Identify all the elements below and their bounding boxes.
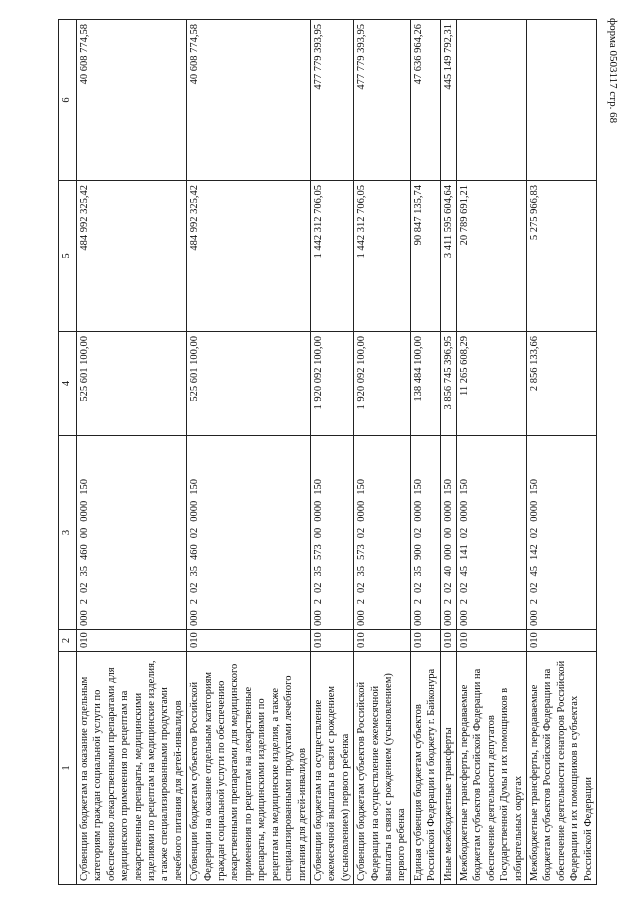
unexecuted-amount-cell: 445 149 792,31 [440, 20, 456, 181]
revenue-classification-code-cell [310, 436, 353, 630]
line-code-cell: 010 [440, 630, 456, 652]
code-segment: 150 [412, 479, 424, 495]
table-row [456, 20, 526, 885]
code-segment: 150 [79, 479, 90, 495]
code-segment: 00 [312, 527, 324, 539]
table-row [410, 20, 440, 885]
code-segment: 2 [356, 599, 368, 605]
revenue-classification-code-cell [187, 436, 311, 630]
unexecuted-amount-cell: 40 608 774,58 [77, 20, 187, 181]
code-segment: 45 [529, 566, 540, 577]
column-header: 1 [59, 652, 77, 885]
code-segment: 00 [79, 527, 90, 539]
revenue-classification-code-cell [354, 436, 411, 630]
code-segment: 35 [79, 566, 90, 577]
code-segment: 02 [79, 582, 90, 593]
executed-amount-cell: 5 275 966,83 [527, 181, 597, 332]
executed-amount-cell: 20 789 691,21 [456, 181, 526, 332]
code-segment: 02 [312, 582, 324, 593]
code-segment: 573 [356, 544, 368, 560]
line-code-cell: 010 [310, 630, 353, 652]
code-segment: 2 [412, 599, 424, 605]
code-segment: 000 [312, 610, 324, 626]
line-code-cell: 010 [410, 630, 440, 652]
code-segment: 2 [189, 599, 201, 605]
indicator-name-cell: Субвенции бюджетам на осуществление ежемесячной выплаты в связи с рождением (усыновлением) первого ребенка [310, 652, 353, 885]
code-segment: 35 [189, 566, 201, 577]
code-segment: 35 [412, 566, 424, 577]
code-segment: 000 [79, 610, 90, 626]
code-segment: 460 [79, 544, 90, 560]
executed-amount-cell: 1 442 312 706,05 [354, 181, 411, 332]
indicator-name-cell: Иные межбюджетные трансферты [440, 652, 456, 885]
code-segment: 150 [312, 479, 324, 495]
approved-amount-cell: 11 265 608,29 [456, 332, 526, 436]
revenue-classification-code-cell [410, 436, 440, 630]
code-segment: 45 [458, 566, 470, 577]
revenue-classification-code-cell [527, 436, 597, 630]
executed-amount-cell: 3 411 595 604,64 [440, 181, 456, 332]
code-segment: 000 [412, 610, 424, 626]
column-header: 5 [59, 181, 77, 332]
table-row [310, 20, 353, 885]
indicator-name-cell: Межбюджетные трансферты, передаваемые бюджетам субъектов Российской Федерации на обеспечение деятельности сенаторов Российской Федерации и их помощников в субъектах Российской Федерации [527, 652, 597, 885]
approved-amount-cell: 525 601 100,00 [77, 332, 187, 436]
code-segment: 2 [312, 599, 324, 605]
code-segment: 0000 [312, 500, 324, 522]
indicator-name-cell: Субвенции бюджетам субъектов Российской Федерации на оказание отдельным категориям граждан социальной услуги по обеспечению лекарственными препаратами для медицинского применения по рецептам на лекарственные препараты, медицинскими изделиями по рецептам на медицинские изделия, а также специализированными продуктами лечебного питания для детей-инвалидов [187, 652, 311, 885]
column-header: 4 [59, 332, 77, 436]
code-segment: 0000 [412, 500, 424, 522]
code-segment: 2 [529, 599, 540, 605]
code-segment: 02 [356, 527, 368, 539]
code-segment: 02 [412, 582, 424, 593]
code-segment: 02 [529, 582, 540, 593]
executed-amount-cell: 484 992 325,42 [77, 181, 187, 332]
code-segment: 141 [458, 544, 470, 560]
table-body [59, 20, 597, 885]
revenue-classification-code-cell [456, 436, 526, 630]
table-row [527, 20, 597, 885]
code-segment: 00 [442, 527, 454, 539]
indicator-name-cell: Субвенции бюджетам на оказание отдельным категориям граждан социальной услуги по обеспечению лекарственными препаратами для медицинского применения по рецептам на лекарственные препараты, медицинскими изделиями по рецептам на медицинские изделия, а также специализированными продуктами лечебного питания для детей-инвалидов [77, 652, 187, 885]
table-row [187, 20, 311, 885]
code-segment: 150 [356, 479, 368, 495]
code-segment: 000 [529, 610, 540, 626]
code-segment: 35 [356, 566, 368, 577]
rotated-table-container [58, 20, 597, 885]
column-number-row [59, 20, 77, 885]
executed-amount-cell: 484 992 325,42 [187, 181, 311, 332]
code-segment: 02 [189, 527, 201, 539]
approved-amount-cell: 1 920 092 100,00 [354, 332, 411, 436]
column-header: 6 [59, 20, 77, 181]
executed-amount-cell: 1 442 312 706,05 [310, 181, 353, 332]
code-segment: 573 [312, 544, 324, 560]
approved-amount-cell: 138 484 100,00 [410, 332, 440, 436]
code-segment: 142 [529, 544, 540, 560]
approved-amount-cell: 1 920 092 100,00 [310, 332, 353, 436]
code-segment: 40 [442, 566, 454, 577]
code-segment: 000 [442, 544, 454, 560]
code-segment: 2 [79, 599, 90, 605]
line-code-cell: 010 [187, 630, 311, 652]
code-segment: 0000 [79, 500, 90, 522]
unexecuted-amount-cell [456, 20, 526, 181]
table-row [440, 20, 456, 885]
budget-execution-table [58, 19, 597, 885]
column-header: 3 [59, 436, 77, 630]
code-segment: 000 [356, 610, 368, 626]
code-segment: 900 [412, 544, 424, 560]
approved-amount-cell: 3 856 745 396,95 [440, 332, 456, 436]
report-table-frame [58, 20, 597, 885]
code-segment: 000 [458, 610, 470, 626]
form-page-label: форма 0503117 стр. 68 [607, 18, 619, 124]
code-segment: 02 [529, 527, 540, 539]
indicator-name-cell: Межбюджетные трансферты, передаваемые бюджетам субъектов Российской Федерации на обеспечение деятельности депутатов Государственной Думы и их помощников в избирательных округах [456, 652, 526, 885]
line-code-cell: 010 [527, 630, 597, 652]
code-segment: 2 [442, 599, 454, 605]
line-code-cell: 010 [354, 630, 411, 652]
unexecuted-amount-cell [527, 20, 597, 181]
code-segment: 150 [189, 479, 201, 495]
approved-amount-cell: 525 601 100,00 [187, 332, 311, 436]
code-segment: 02 [356, 582, 368, 593]
unexecuted-amount-cell: 477 779 393,95 [310, 20, 353, 181]
executed-amount-cell: 90 847 135,74 [410, 181, 440, 332]
line-code-cell: 010 [77, 630, 187, 652]
revenue-classification-code-cell [77, 436, 187, 630]
code-segment: 02 [189, 582, 201, 593]
code-segment: 150 [458, 479, 470, 495]
code-segment: 35 [312, 566, 324, 577]
code-segment: 000 [189, 610, 201, 626]
code-segment: 150 [442, 479, 454, 495]
unexecuted-amount-cell: 47 636 964,26 [410, 20, 440, 181]
indicator-name-cell: Субвенции бюджетам субъектов Российской Федерации на осуществление ежемесячной выплаты в связи с рождением (усыновлением) первого ребенка [354, 652, 411, 885]
approved-amount-cell: 2 856 133,66 [527, 332, 597, 436]
code-segment: 02 [458, 527, 470, 539]
table-row [354, 20, 411, 885]
unexecuted-amount-cell: 477 779 393,95 [354, 20, 411, 181]
line-code-cell: 010 [456, 630, 526, 652]
column-header: 2 [59, 630, 77, 652]
code-segment: 460 [189, 544, 201, 560]
unexecuted-amount-cell: 40 608 774,58 [187, 20, 311, 181]
code-segment: 0000 [458, 500, 470, 522]
code-segment: 2 [458, 599, 470, 605]
code-segment: 02 [412, 527, 424, 539]
code-segment: 0000 [529, 500, 540, 522]
code-segment: 150 [529, 479, 540, 495]
code-segment: 000 [442, 610, 454, 626]
code-segment: 02 [458, 582, 470, 593]
code-segment: 0000 [356, 500, 368, 522]
code-segment: 0000 [442, 500, 454, 522]
code-segment: 02 [442, 582, 454, 593]
revenue-classification-code-cell [440, 436, 456, 630]
indicator-name-cell: Единая субвенция бюджетам субъектов Российской Федерации и бюджету г. Байконура [410, 652, 440, 885]
code-segment: 0000 [189, 500, 201, 522]
table-row [77, 20, 187, 885]
